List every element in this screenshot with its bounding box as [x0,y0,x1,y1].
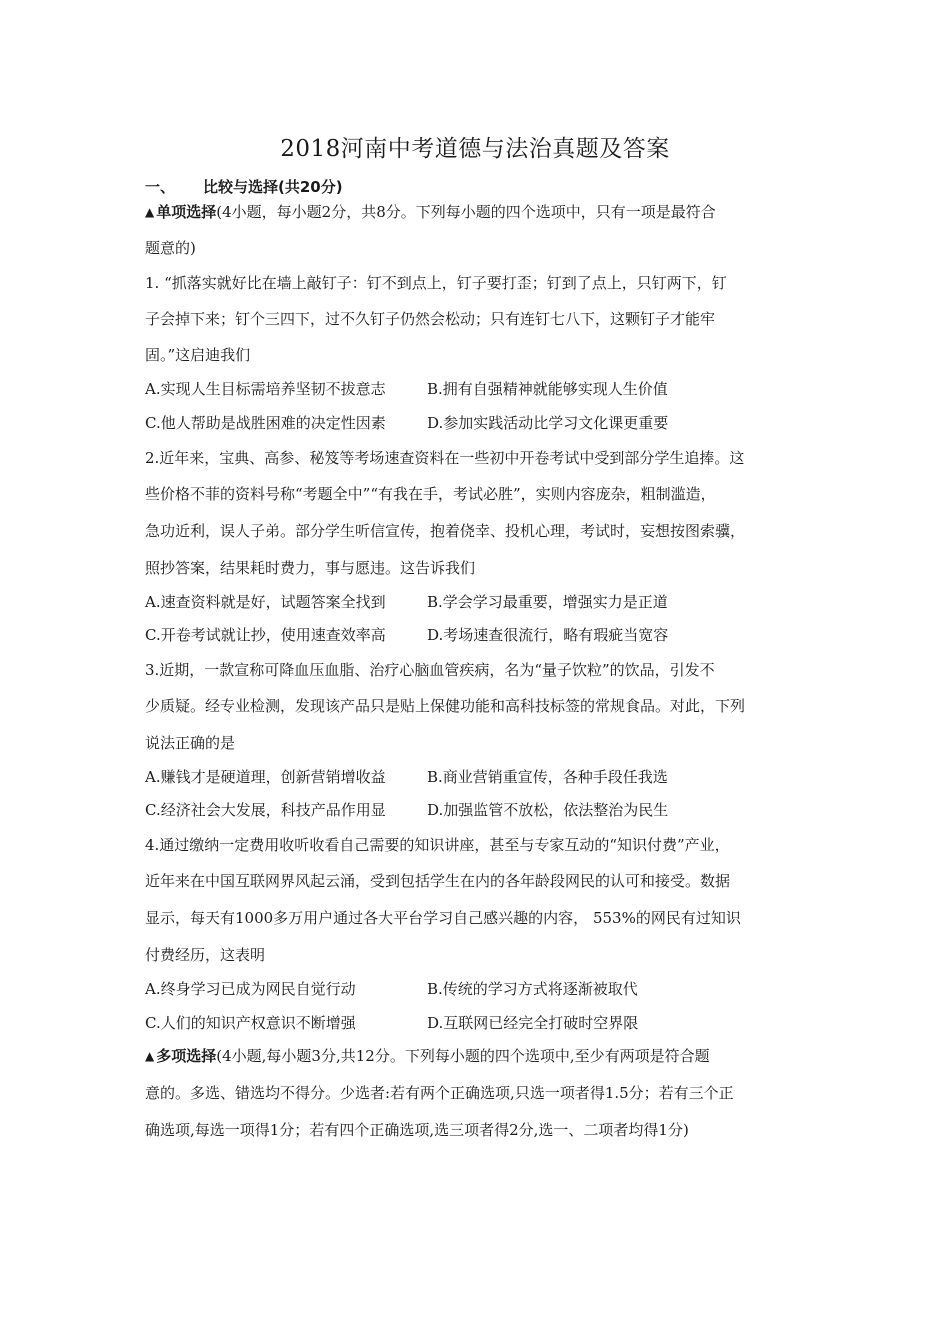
question-4-line-1: 4.通过缴纳一定费用收听收看自己需要的知识讲座，甚至与专家互动的“知识付费”产业， [145,836,730,854]
question-4-options-row-2 [145,1011,638,1035]
question-3-line-3: 说法正确的是 [145,734,236,752]
single-choice-instructions: ▲ 单项选择(4小题，每小题2分，共8分。下列每小题的四个选项中，只有一项是最符合 [145,200,716,224]
triangle-icon: ▲ [145,1049,155,1063]
question-4-option-b: B.传统的学习方式将逐渐被取代 [427,980,638,998]
question-2-option-a: A.速查资料就是好，试题答案全找到 [145,593,386,611]
question-2-line-2: 些价格不菲的资料号称“考题全中”“有我在手，考试必胜”，实则内容庞杂，粗制滥造， [145,485,716,503]
question-4-line-2: 近年来在中国互联网界风起云涌，受到包括学生在内的各年龄段网民的认可和接受。数据 [145,872,731,890]
question-1-option-c: C.他人帮助是战胜困难的决定性因素 [145,414,386,432]
multi-choice-instructions-line-3: 确选项,每选一项得1分；若有四个正确选项,选三项者得2分,选一、二项者均得1分) [145,1121,689,1139]
question-4-option-c: C.人们的知识产权意识不断增强 [145,1014,356,1032]
question-1-line-2: 子会掉下来；钉个三四下，过不久钉子仍然会松动；只有连钉七八下，这颗钉子才能牢 [145,310,716,328]
question-2-line-1: 2.近年来，宝典、高参、秘笈等考场速查资料在一些初中开卷考试中受到部分学生追捧。这 [145,449,745,467]
question-2-option-d: D.考场速查很流行，略有瑕疵当宽容 [427,626,669,644]
question-3-line-1: 3.近期，一款宣称可降血压血脂、治疗心脑血管疾病，名为“量子饮粒”的饮品，引发不 [145,661,715,679]
question-3-options-row-1 [145,765,668,789]
section-heading [145,175,343,199]
question-3-line-2: 少质疑。经专业检测，发现该产品只是贴上保健功能和高科技标签的常规食品。对此，下列 [145,697,746,715]
question-4-line-4: 付费经历，这表明 [145,946,266,964]
question-4-line-3: 显示，每天有1000多万用户通过各大平台学习自己感兴趣的内容， 553%的网民有过知识 [145,909,741,927]
question-3-option-d: D.加强监管不放松，依法整治为民生 [427,801,669,819]
question-1-line-3: 固。”这启迪我们 [145,346,251,364]
question-2-line-3: 急功近利，误人子弟。部分学生听信宣传，抱着侥幸、投机心理，考试时，妄想按图索骥， [145,522,746,540]
triangle-icon: ▲ [145,205,155,219]
question-3-option-c: C.经济社会大发展，科技产品作用显 [145,801,386,819]
question-1-options-row-1 [145,377,668,401]
question-2-options-row-1 [145,590,668,614]
single-choice-heading: ▲ 单项选择 [145,203,216,221]
question-2-option-c: C.开卷考试就让抄，使用速查效率高 [145,626,386,644]
question-3-option-b: B.商业营销重宣传，各种手段任我选 [427,768,668,786]
question-4-option-a: A.终身学习已成为网民自觉行动 [145,980,356,998]
question-1-option-a: A.实现人生目标需培养坚韧不拔意志 [145,380,386,398]
single-choice-instructions-cont: 题意的) [145,239,196,257]
multi-choice-instructions: ▲ 多项选择(4小题,每小题3分,共12分。下列每小题的四个选项中,至少有两项是符合题 [145,1044,710,1068]
multi-choice-heading: ▲ 多项选择 [145,1047,216,1065]
page-title: 2018河南中考道德与法治真题及答案 [280,136,670,162]
section-label: 比较与选择(共20分) [203,178,343,196]
question-3-options-row-2 [145,798,668,822]
question-2-line-4: 照抄答案，结果耗时费力，事与愿违。这告诉我们 [145,559,476,577]
question-1-line-1: 1. “抓落实就好比在墙上敲钉子：钉不到点上，钉子要打歪；钉到了点上，只钉两下，钉 [145,274,727,292]
question-2-options-row-2 [145,623,668,647]
section-number: 一、 [145,178,176,196]
question-1-option-b: B.拥有自强精神就能够实现人生价值 [427,380,668,398]
multi-choice-instructions-line-2: 意的。多选、错选均不得分。少选者:若有两个正确选项,只选一项者得1.5分；若有三个正 [145,1084,734,1102]
question-2-option-b: B.学会学习最重要，增强实力是正道 [427,593,668,611]
question-1-options-row-2 [145,411,668,435]
question-4-options-row-1 [145,977,638,1001]
question-1-option-d: D.参加实践活动比学习文化课更重要 [427,414,669,432]
question-3-option-a: A.赚钱才是硬道理，创新营销增收益 [145,768,386,786]
question-4-option-d: D.互联网已经完全打破时空界限 [427,1014,639,1032]
